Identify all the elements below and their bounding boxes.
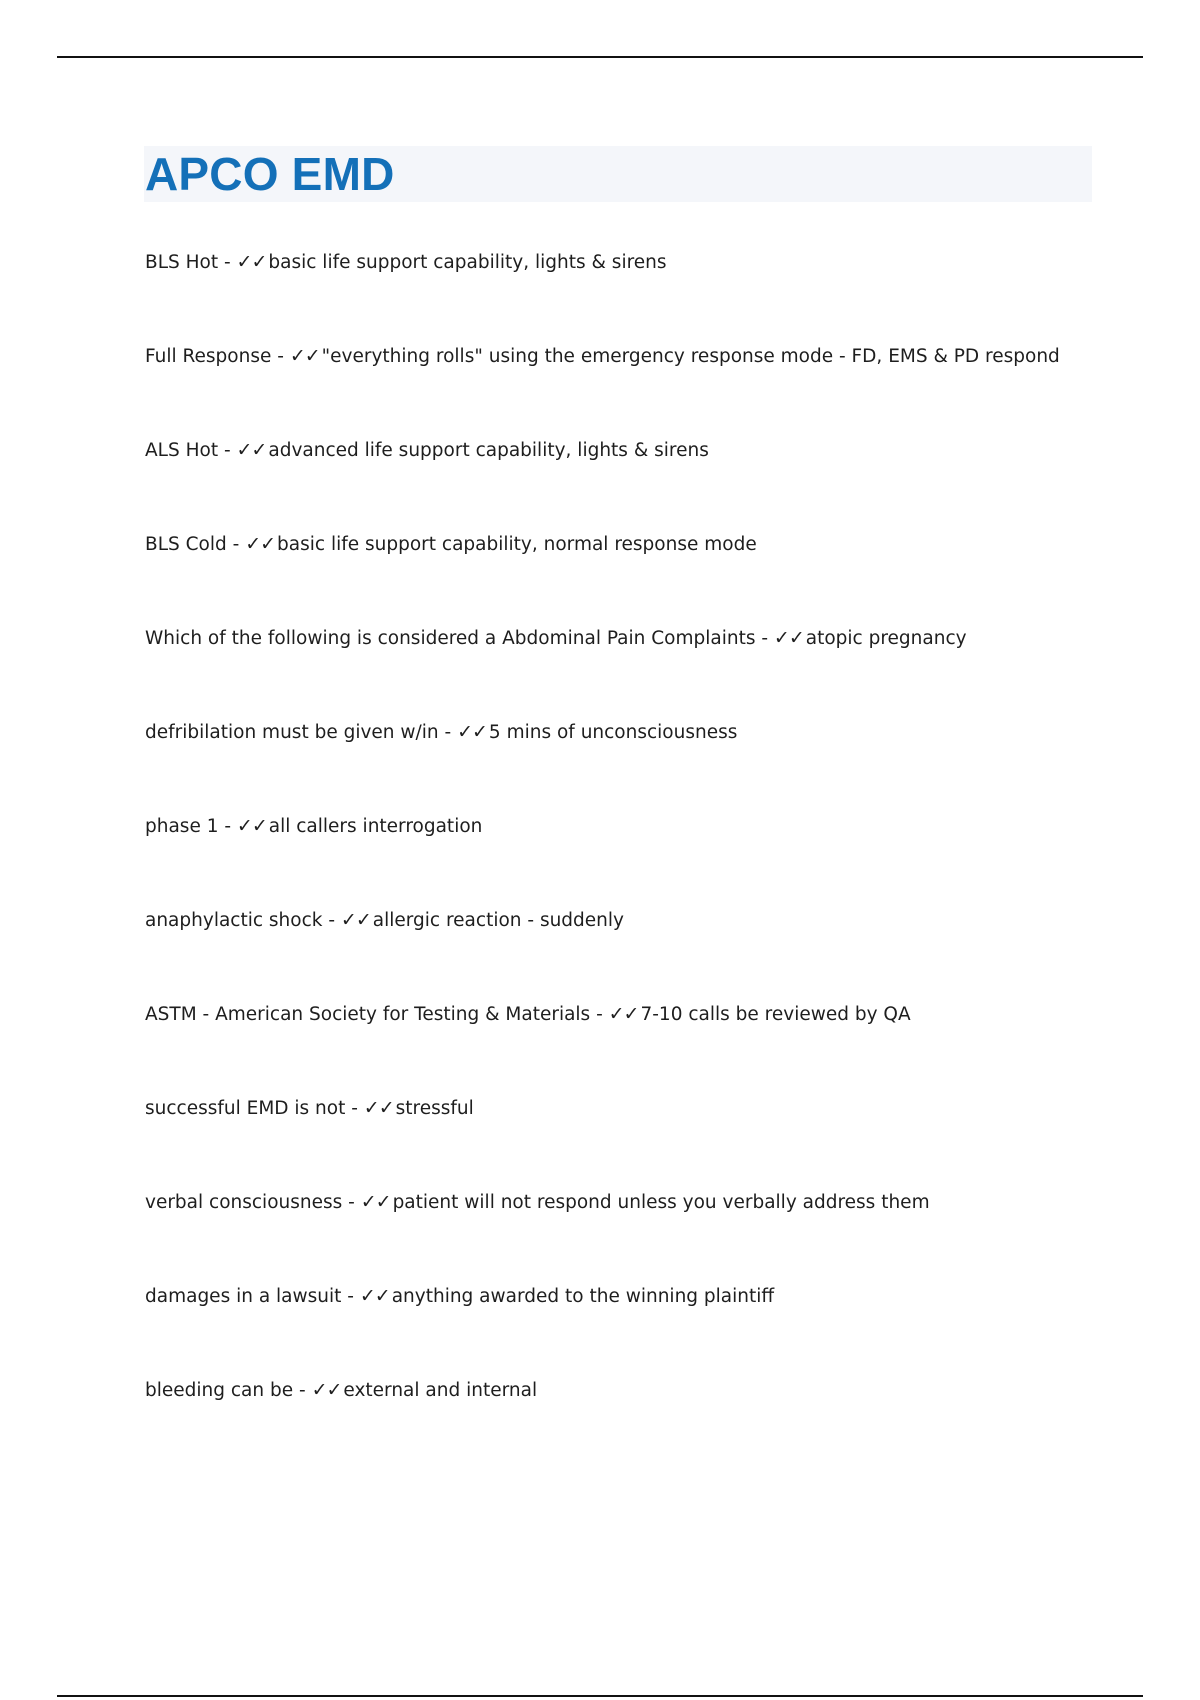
entry-separator: -: [438, 722, 458, 743]
entry-term: verbal consciousness: [145, 1192, 343, 1213]
check-mark-icon: ✓✓: [236, 815, 267, 837]
entry-separator: -: [218, 816, 237, 837]
entry-term: damages in a lawsuit: [145, 1286, 342, 1307]
entry-separator: -: [322, 910, 341, 931]
entry-answer: 7-10 calls be reviewed by QA: [640, 1004, 911, 1025]
check-mark-icon: ✓✓: [311, 1379, 342, 1401]
entry-separator: -: [218, 252, 237, 273]
entry-separator: -: [271, 346, 290, 367]
entry-answer: atopic pregnancy: [805, 628, 967, 649]
entry-separator: -: [218, 440, 237, 461]
entry-answer: all callers interrogation: [268, 816, 483, 837]
entry-term: anaphylactic shock: [145, 910, 323, 931]
list-item: [145, 527, 1145, 621]
check-mark-icon: ✓✓: [289, 345, 320, 367]
list-item: [145, 715, 1145, 809]
list-item: [145, 997, 1145, 1091]
list-item: [145, 1091, 1145, 1185]
check-mark-icon: ✓✓: [457, 721, 487, 743]
entry-answer: stressful: [395, 1098, 474, 1119]
check-mark-icon: ✓✓: [359, 1285, 390, 1307]
flashcard-list: [145, 245, 1145, 1467]
top-rule: [57, 56, 1143, 58]
check-mark-icon: ✓✓: [773, 627, 804, 649]
entry-answer: basic life support capability, normal response mode: [277, 534, 757, 555]
entry-separator: -: [345, 1098, 364, 1119]
check-mark-icon: ✓✓: [360, 1191, 391, 1213]
entry-term: ALS Hot: [145, 440, 219, 461]
list-item: [145, 903, 1145, 997]
entry-term: Full Response: [145, 346, 272, 367]
list-item: [145, 1373, 1145, 1467]
list-item: [145, 1185, 1145, 1279]
list-item: [145, 433, 1145, 527]
entry-answer: basic life support capability, lights & sirens: [268, 252, 667, 273]
entry-answer: advanced life support capability, lights & sirens: [268, 440, 709, 461]
entry-answer: anything awarded to the winning plaintiff: [391, 1286, 775, 1307]
list-item: [145, 339, 1145, 433]
list-item: [145, 809, 1145, 903]
entry-answer: patient will not respond unless you verbally address them: [392, 1192, 930, 1213]
entry-separator: -: [342, 1192, 361, 1213]
entry-separator: -: [755, 628, 774, 649]
check-mark-icon: ✓✓: [363, 1097, 394, 1119]
bottom-rule: [57, 1695, 1143, 1697]
entry-term: BLS Hot: [145, 252, 219, 273]
entry-answer: allergic reaction - suddenly: [372, 910, 624, 931]
list-item: [145, 1279, 1145, 1373]
entry-answer: "everything rolls" using the emergency response mode - FD, EMS & PD respond: [321, 346, 1060, 367]
check-mark-icon: ✓✓: [245, 533, 276, 555]
entry-answer: external and internal: [343, 1380, 538, 1401]
entry-term: successful EMD is not: [145, 1098, 346, 1119]
entry-separator: -: [341, 1286, 360, 1307]
check-mark-icon: ✓✓: [236, 439, 267, 461]
check-mark-icon: ✓✓: [608, 1003, 639, 1025]
entry-term: Which of the following is considered a Abdominal Pain Complaints: [145, 628, 756, 649]
list-item: [145, 245, 1145, 339]
page-title: APCO EMD: [145, 148, 395, 200]
entry-separator: -: [590, 1004, 609, 1025]
entry-term: bleeding can be: [145, 1380, 294, 1401]
entry-separator: -: [293, 1380, 312, 1401]
check-mark-icon: ✓✓: [340, 909, 371, 931]
check-mark-icon: ✓✓: [236, 251, 267, 273]
entry-separator: -: [226, 534, 246, 555]
entry-answer: 5 mins of unconsciousness: [488, 722, 738, 743]
entry-term: ASTM - American Society for Testing & Materials: [145, 1004, 591, 1025]
list-item: [145, 621, 1145, 715]
entry-term: BLS Cold: [145, 534, 227, 555]
entry-term: phase 1: [145, 816, 219, 837]
entry-term: defribilation must be given w/in: [145, 722, 439, 743]
